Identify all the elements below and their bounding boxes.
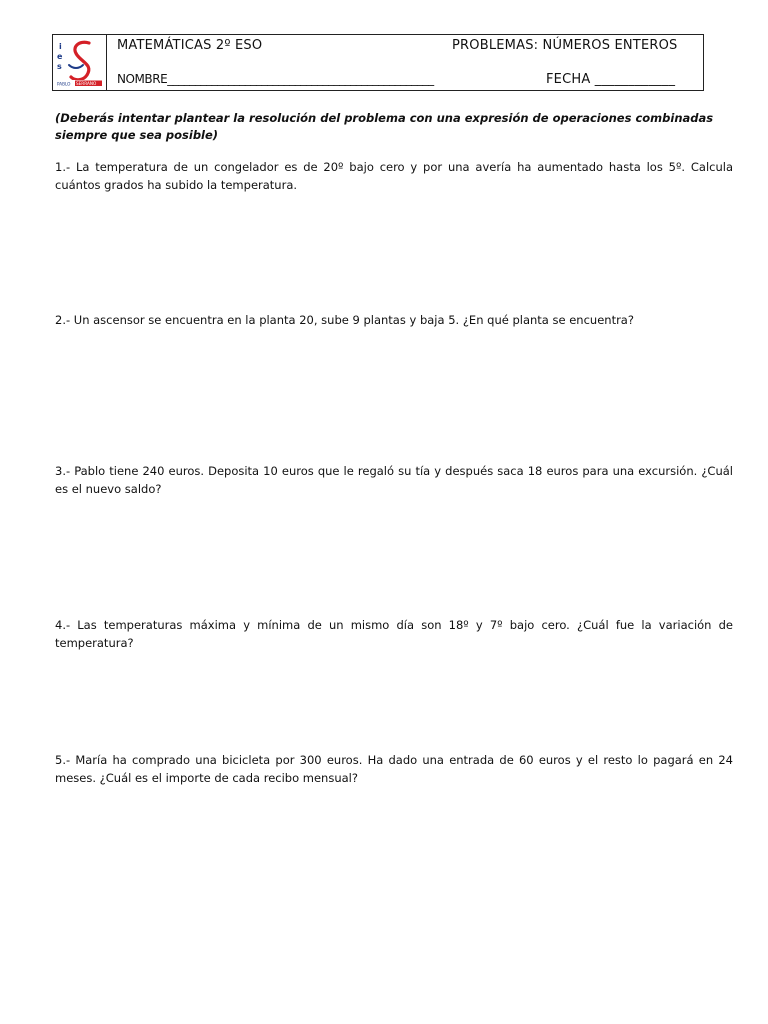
ies-pablo-serrano-logo-icon [53, 35, 106, 90]
problem-5: 5.- María ha comprado una bicicleta por 300 euros. Ha dado una entrada de 60 euros y el resto lo pagará en 24 meses. ¿Cuál es el importe de cada recibo mensual? [55, 753, 733, 785]
topic-label: PROBLEMAS: NÚMEROS ENTEROS [452, 38, 678, 53]
name-field[interactable]: NOMBRE________________________________________________ [117, 72, 434, 86]
subject-label: MATEMÁTICAS 2º ESO [117, 38, 263, 53]
instructions-text: (Deberás intentar plantear la resolución del problema con una expresión de operaciones combinadas siempre que sea posible) [55, 111, 714, 142]
date-field[interactable]: FECHA ____________ [546, 72, 676, 87]
logo-ies-s: s [57, 62, 62, 71]
logo-ies-e: e [57, 52, 63, 61]
problem-3: 3.- Pablo tiene 240 euros. Deposita 10 euros que le regaló su tía y después saca 18 euros para una excursión. ¿Cuál es el nuevo saldo? [55, 464, 733, 496]
logo-ies-i: i [59, 42, 62, 51]
problem-4: 4.- Las temperaturas máxima y mínima de un mismo día son 18º y 7º bajo cero. ¿Cuál fue la variación de temperatura? [55, 618, 733, 650]
svg-text:SERRANO: SERRANO [76, 81, 97, 87]
problem-2: 2.- Un ascensor se encuentra en la planta 20, sube 9 plantas y baja 5. ¿En qué planta se encuentra? [55, 313, 634, 327]
school-logo [53, 35, 107, 90]
worksheet-header [52, 34, 704, 91]
problem-1: 1.- La temperatura de un congelador es de 20º bajo cero y por una avería ha aumentado hasta los 5º. Calcula cuántos grados ha subido la temperatura. [55, 160, 733, 192]
logo-name-text: PABLO [57, 81, 71, 87]
